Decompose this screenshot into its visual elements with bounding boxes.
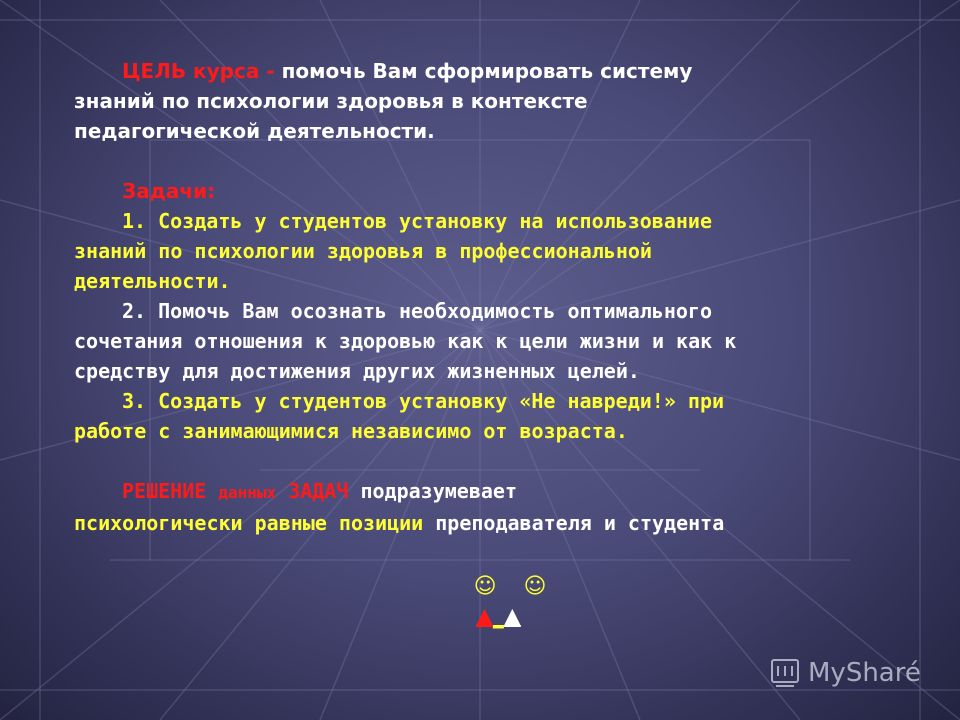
solution-rest-1: подразумевает	[360, 479, 517, 503]
triangle-left-icon: ▲	[476, 604, 493, 629]
task-3-line-1: 3. Создать у студентов установку «Не навреди!» при	[122, 389, 725, 413]
goal-line-3: педагогической деятельности.	[74, 119, 435, 143]
solution-part-1: психологически	[74, 511, 243, 535]
triangle-separator: _	[492, 604, 504, 629]
task-1-line-3: деятельности.	[74, 269, 231, 293]
solution-word-3: ЗАДАЧ	[288, 479, 349, 503]
goal-line-2: знаний по психологии здоровья в контексте	[74, 89, 588, 113]
solution-word-1: РЕШЕНИЕ	[122, 479, 207, 503]
task-1-line-2: знаний по психологии здоровья в профессиональной	[74, 239, 652, 263]
solution-part-2: равные	[254, 511, 327, 535]
goal-dash: -	[259, 59, 282, 83]
goal-text-1: помочь Вам сформировать систему	[281, 59, 693, 83]
solution-line-2	[74, 508, 894, 538]
smiley-icons: ☺ ☺	[473, 574, 557, 599]
task-2-line-2: сочетания отношения к здоровью как к цели жизни и как к	[74, 329, 737, 353]
solution-part-3: позиции	[338, 511, 424, 535]
task-3-line-2: работе с занимающимися независимо от возраста.	[74, 419, 628, 443]
watermark-logo	[768, 656, 921, 690]
solution-part-4: преподавателя и студента	[435, 511, 725, 535]
tasks-heading: Задачи:	[122, 179, 216, 203]
solution-word-2: данных	[218, 483, 277, 502]
watermark-text: MySharé	[808, 658, 921, 688]
task-1-line-1: 1. Создать у студентов установку на использование	[122, 209, 713, 233]
solution-line-1	[74, 476, 894, 508]
content-text	[74, 56, 894, 538]
triangle-icons	[476, 604, 521, 629]
task-2-line-3: средству для достижения других жизненных целей.	[74, 359, 640, 383]
goal-label: ЦЕЛЬ курса	[122, 59, 260, 83]
triangle-right-icon: ▲	[503, 604, 521, 629]
task-2-line-1: 2. Помочь Вам осознать необходимость оптимального	[122, 299, 713, 323]
myshared-logo-icon	[768, 656, 802, 690]
goal-line-1	[74, 56, 894, 86]
